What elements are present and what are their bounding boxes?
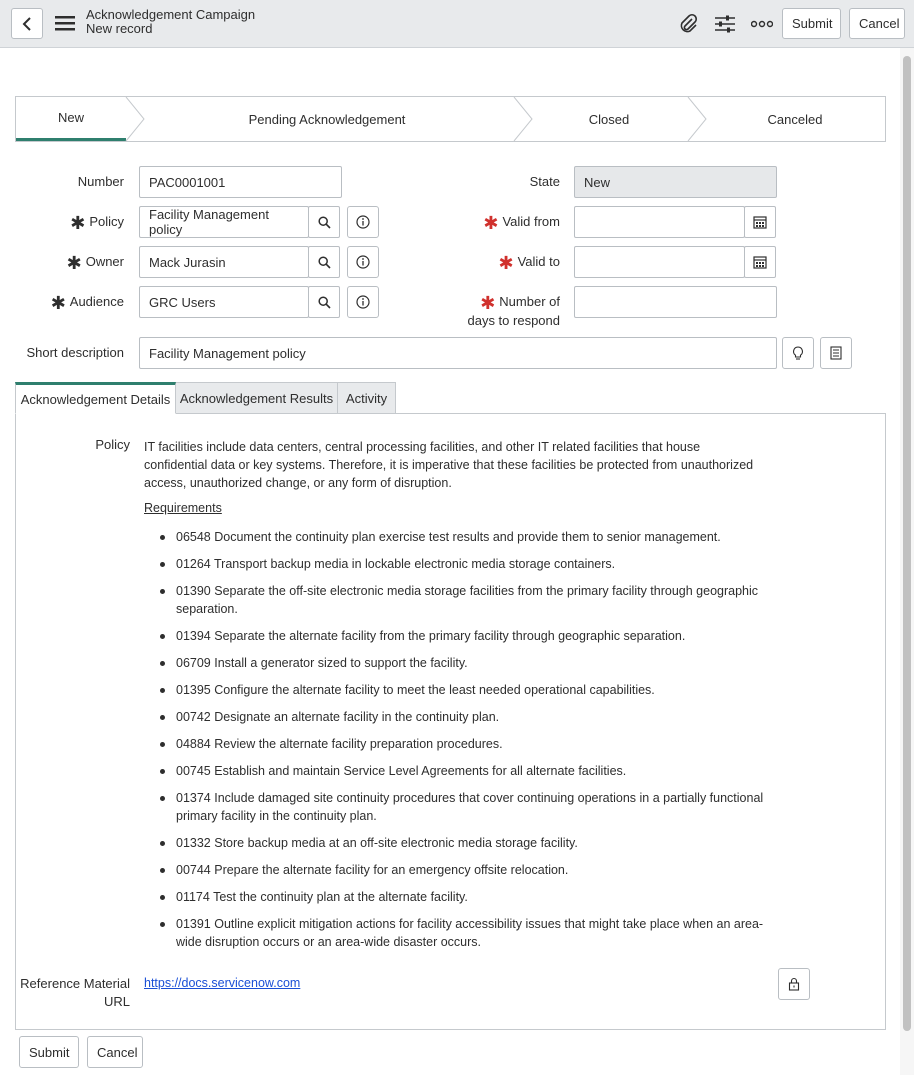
header-cancel-button[interactable]: Cancel bbox=[849, 8, 905, 39]
owner-field[interactable]: Mack Jurasin bbox=[139, 246, 309, 278]
list-item: 01391 Outline explicit mitigation actions for facility accessibility issues that might take place when an area-wide disruption occurs or an area-wide disaster occurs. bbox=[144, 915, 764, 951]
tab-acknowledgement-details[interactable]: Acknowledgement Details bbox=[15, 382, 176, 414]
acknowledgement-details-panel bbox=[15, 413, 886, 1030]
valid-to-calendar-button[interactable] bbox=[744, 246, 776, 278]
required-asterisk-icon: ✱ bbox=[480, 293, 496, 313]
reference-material-url-label: Reference Material URL bbox=[20, 976, 130, 1009]
list-item: 06709 Install a generator sized to support the facility. bbox=[144, 654, 764, 672]
list-item: 06548 Document the continuity plan exercise test results and provide them to senior management. bbox=[144, 528, 764, 546]
form-title bbox=[86, 8, 255, 36]
valid-from-calendar-button[interactable] bbox=[744, 206, 776, 238]
number-label: Number bbox=[77, 174, 124, 189]
paperclip-icon[interactable] bbox=[676, 12, 700, 36]
state-field: New bbox=[574, 166, 777, 198]
lock-icon bbox=[788, 977, 800, 991]
list-item: 00742 Designate an alternate facility in the continuity plan. bbox=[144, 708, 764, 726]
list-item: 01395 Configure the alternate facility to meet the least needed operational capabilities. bbox=[144, 681, 764, 699]
details-policy-label: Policy bbox=[95, 437, 130, 452]
list-item: 01264 Transport backup media in lockable electronic media storage containers. bbox=[144, 555, 764, 573]
list-item: 00745 Establish and maintain Service Level Agreements for all alternate facilities. bbox=[144, 762, 764, 780]
book-icon bbox=[830, 346, 842, 360]
chevron-left-icon bbox=[21, 17, 33, 31]
list-item: 01394 Separate the alternate facility from the primary facility through geographic separation. bbox=[144, 627, 764, 645]
audience-lookup-button[interactable] bbox=[308, 286, 340, 318]
process-flow bbox=[15, 96, 886, 142]
list-item: 04884 Review the alternate facility preparation procedures. bbox=[144, 735, 764, 753]
form-header bbox=[0, 0, 914, 48]
flow-step-new: New bbox=[16, 97, 126, 141]
flow-step-closed: Closed bbox=[588, 111, 630, 127]
footer-submit-button[interactable]: Submit bbox=[19, 1036, 79, 1068]
owner-label: ✱ Owner bbox=[66, 253, 124, 273]
info-icon bbox=[356, 295, 370, 309]
tab-acknowledgement-results[interactable]: Acknowledgement Results bbox=[175, 382, 338, 414]
record-subtitle: New record bbox=[86, 21, 153, 36]
more-options-icon[interactable] bbox=[750, 12, 774, 36]
search-icon bbox=[318, 296, 331, 309]
footer-cancel-button[interactable]: Cancel bbox=[87, 1036, 143, 1068]
policy-field[interactable]: Facility Management policy bbox=[139, 206, 309, 238]
list-item: 01332 Store backup media at an off-site electronic media storage facility. bbox=[144, 834, 764, 852]
days-to-respond-field[interactable] bbox=[574, 286, 777, 318]
audience-info-button[interactable] bbox=[347, 286, 379, 318]
flow-step-pending-acknowledgement: Pending Acknowledgement bbox=[248, 111, 406, 127]
short-description-label: Short description bbox=[26, 345, 124, 360]
search-icon bbox=[318, 256, 331, 269]
required-asterisk-icon: ✱ bbox=[498, 253, 514, 273]
reference-material-url-link[interactable]: https://docs.servicenow.com bbox=[144, 976, 301, 990]
knowledge-lookup-button[interactable] bbox=[820, 337, 852, 369]
hamburger-menu-icon[interactable] bbox=[54, 14, 76, 32]
back-button[interactable] bbox=[11, 8, 43, 39]
list-item: 00744 Prepare the alternate facility for an emergency offsite relocation. bbox=[144, 861, 764, 879]
required-asterisk-icon: ✱ bbox=[70, 213, 86, 233]
suggestion-button[interactable] bbox=[782, 337, 814, 369]
required-asterisk-icon: ✱ bbox=[483, 213, 499, 233]
unlock-url-button[interactable] bbox=[778, 968, 810, 1000]
list-item: 01174 Test the continuity plan at the alternate facility. bbox=[144, 888, 764, 906]
personalize-sliders-icon[interactable] bbox=[713, 12, 737, 36]
info-icon bbox=[356, 255, 370, 269]
info-icon bbox=[356, 215, 370, 229]
valid-from-label: ✱ Valid from bbox=[483, 213, 560, 233]
required-asterisk-icon: ✱ bbox=[66, 253, 82, 273]
calendar-icon bbox=[753, 255, 767, 269]
state-label: State bbox=[529, 174, 560, 189]
requirements-list bbox=[144, 528, 764, 960]
valid-to-label: ✱ Valid to bbox=[498, 253, 560, 273]
days-to-respond-label: ✱ Number of days to respond bbox=[467, 293, 560, 328]
search-icon bbox=[318, 216, 331, 229]
policy-lookup-button[interactable] bbox=[308, 206, 340, 238]
list-item: 01374 Include damaged site continuity procedures that cover continuing operations in a partially functional primary facility in the continuity plan. bbox=[144, 789, 764, 825]
scroll-thumb[interactable] bbox=[903, 56, 911, 1031]
page-scrollbar[interactable] bbox=[900, 48, 914, 1075]
policy-description: IT facilities include data centers, central processing facilities, and other IT related facilities that house confidential data or key systems. Therefore, it is imperative that these facilities be protected from unauthorized access, unauthorized change, or any form of disruption. bbox=[144, 440, 754, 490]
owner-lookup-button[interactable] bbox=[308, 246, 340, 278]
list-item: 01390 Separate the off-site electronic media storage facilities from the primary facility through geographic separation. bbox=[144, 582, 764, 618]
flow-step-canceled: Canceled bbox=[767, 111, 823, 127]
record-table-title: Acknowledgement Campaign bbox=[86, 7, 256, 22]
tab-activity[interactable]: Activity bbox=[337, 382, 396, 414]
requirements-heading: Requirements bbox=[144, 501, 222, 515]
valid-to-field[interactable] bbox=[574, 246, 745, 278]
audience-field[interactable]: GRC Users bbox=[139, 286, 309, 318]
valid-from-field[interactable] bbox=[574, 206, 745, 238]
policy-info-button[interactable] bbox=[347, 206, 379, 238]
lightbulb-icon bbox=[792, 346, 804, 361]
audience-label: ✱ Audience bbox=[50, 293, 124, 313]
required-asterisk-icon: ✱ bbox=[50, 293, 66, 313]
calendar-icon bbox=[753, 215, 767, 229]
policy-label: ✱ Policy bbox=[70, 213, 124, 233]
number-field[interactable]: PAC0001001 bbox=[139, 166, 342, 198]
header-submit-button[interactable]: Submit bbox=[782, 8, 841, 39]
owner-info-button[interactable] bbox=[347, 246, 379, 278]
short-description-field[interactable]: Facility Management policy bbox=[139, 337, 777, 369]
